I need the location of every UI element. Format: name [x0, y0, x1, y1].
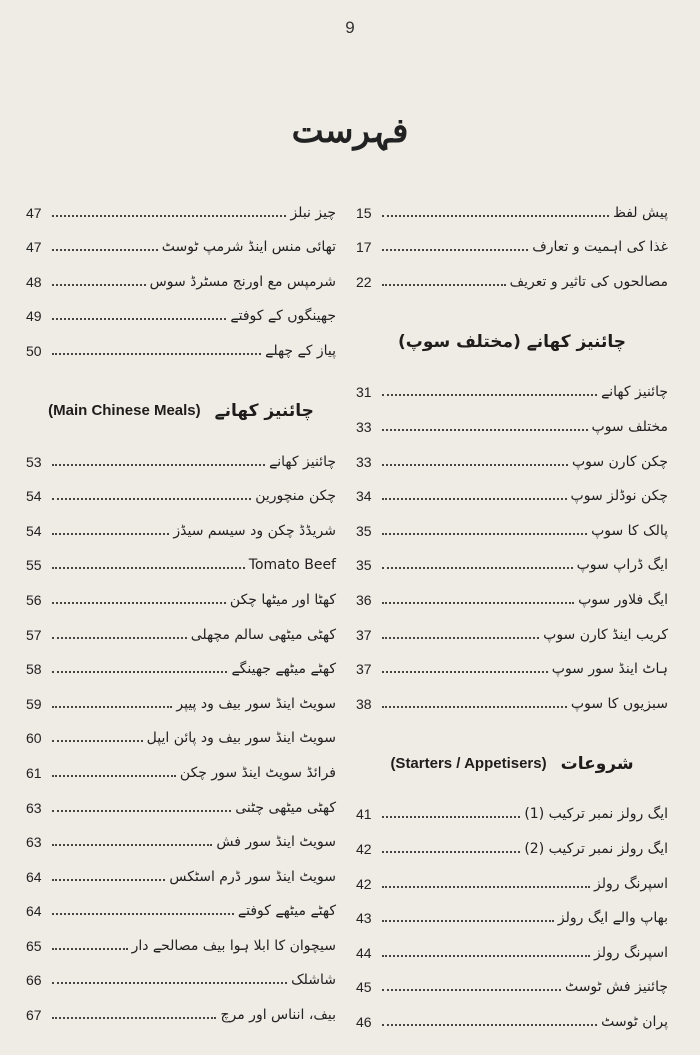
toc-entry-page: 42 [356, 875, 372, 892]
toc-entry-title: ہاٹ اینڈ سور سوپ [551, 661, 668, 678]
dot-leader [52, 913, 234, 915]
toc-entry-page: 22 [356, 273, 372, 290]
dot-leader [52, 879, 165, 881]
toc-entry[interactable] [26, 439, 336, 474]
toc-entry-title: پالک کا سوپ [591, 522, 668, 539]
toc-entry[interactable] [356, 896, 668, 931]
toc-entry-page: 33 [356, 453, 372, 470]
toc-entry-page: 66 [26, 972, 42, 989]
toc-entry-title: ایگ ڈراپ سوپ [576, 557, 668, 574]
section-heading-urdu: شروعات [560, 753, 634, 774]
toc-entry[interactable] [356, 370, 668, 405]
toc-entry-title: سویٹ اینڈ سور بیف ود پیپر [176, 695, 336, 712]
toc-entry-title: سویٹ اینڈ سور ڈرم اسٹکس [169, 868, 336, 885]
toc-entry-title: چیز نبلز [290, 204, 336, 221]
toc-entry-page: 15 [356, 204, 372, 221]
dot-leader [382, 816, 520, 818]
toc-entry-page: 67 [26, 1007, 42, 1024]
toc-entry[interactable] [26, 716, 336, 751]
toc-entry-page: 61 [26, 764, 42, 781]
toc-entry-title: اسپرنگ رولز [594, 944, 668, 961]
dot-leader [52, 353, 261, 355]
dot-leader [382, 671, 548, 673]
toc-entry-title: سبزیوں کا سوپ [570, 695, 668, 712]
toc-entry-page: 35 [356, 557, 372, 574]
toc-entry[interactable] [356, 930, 668, 965]
dot-leader [52, 318, 226, 320]
dot-leader [382, 394, 597, 396]
dot-leader [382, 215, 609, 217]
toc-entry[interactable] [356, 861, 668, 896]
toc-entry-page: 58 [26, 661, 42, 678]
toc-entry-page: 35 [356, 522, 372, 539]
dot-leader [382, 1024, 597, 1026]
dot-leader [52, 948, 128, 950]
toc-entry[interactable] [26, 992, 336, 1027]
dot-leader [52, 982, 287, 984]
toc-entry[interactable] [26, 923, 336, 958]
toc-entry[interactable] [26, 681, 336, 716]
dot-leader [382, 249, 528, 251]
toc-entry[interactable] [26, 958, 336, 993]
dot-leader [382, 886, 590, 888]
dot-leader [382, 284, 506, 286]
toc-entry-title: سویٹ اینڈ سور فش [216, 834, 336, 851]
dot-leader [52, 775, 176, 777]
toc-entry-page: 53 [26, 453, 42, 470]
toc-entry[interactable] [356, 259, 668, 294]
toc-column-right [356, 190, 668, 1034]
dot-leader [382, 955, 590, 957]
toc-entry-title: ایگ رولز نمبر ترکیب (1) [524, 806, 668, 823]
toc-entry-title: پیش لفظ [612, 204, 668, 221]
toc-entry-page: 47 [26, 204, 42, 221]
toc-entry-title: جھینگوں کے کوفتے [230, 308, 336, 325]
section-heading [356, 314, 668, 370]
dot-leader [52, 637, 187, 639]
toc-entry[interactable] [356, 543, 668, 578]
toc-entry[interactable] [26, 612, 336, 647]
toc-entry-page: 59 [26, 695, 42, 712]
toc-entry-title: بیف، انناس اور مرچ [220, 1007, 336, 1024]
dot-leader [382, 429, 588, 431]
toc-entry[interactable] [356, 792, 668, 827]
dot-leader [382, 706, 567, 708]
toc-entry-page: 31 [356, 384, 372, 401]
toc-entry-title: کھٹے میٹھے جھینگے [231, 661, 336, 678]
toc-entry-page: 41 [356, 806, 372, 823]
toc-entry-title: فرائڈ سویٹ اینڈ سور چکن [179, 764, 336, 781]
section-heading-urdu: چائنیز کھانے (مختلف سوپ) [398, 332, 626, 353]
dot-leader [52, 1017, 216, 1019]
toc-entry-title: چکن کارن سوپ [571, 453, 668, 470]
toc-entry[interactable] [356, 474, 668, 509]
toc-entry-page: 56 [26, 591, 42, 608]
toc-entry-title: شرمپس مع اورنج مسٹرڈ سوس [149, 273, 336, 290]
toc-entry[interactable] [26, 294, 336, 329]
toc-entry[interactable] [26, 889, 336, 924]
toc-entry-page: 55 [26, 557, 42, 574]
toc-entry[interactable] [356, 508, 668, 543]
page-title: فہرست [291, 111, 409, 151]
toc-entry[interactable] [356, 965, 668, 1000]
toc-entry-page: 33 [356, 418, 372, 435]
dot-leader [382, 464, 568, 466]
toc-entry-title: پیاز کے چھلے [265, 342, 336, 359]
toc-entry-page: 44 [356, 944, 372, 961]
toc-entry[interactable] [26, 647, 336, 682]
dot-leader [382, 851, 520, 853]
toc-entry[interactable] [356, 681, 668, 716]
toc-entry-page: 34 [356, 488, 372, 505]
toc-entry[interactable] [26, 820, 336, 855]
toc-entry-title: چکن منچورین [255, 488, 336, 505]
toc-entry[interactable] [356, 404, 668, 439]
toc-entry-page: 64 [26, 868, 42, 885]
toc-entry-page: 63 [26, 799, 42, 816]
dot-leader [382, 567, 573, 569]
toc-entry[interactable] [26, 750, 336, 785]
toc-entry-page: 49 [26, 308, 42, 325]
toc-entry[interactable] [26, 508, 336, 543]
toc-entry-title: کھٹا اور میٹھا چکن [229, 591, 336, 608]
toc-entry-title: مختلف سوپ [591, 418, 668, 435]
toc-entry-page: 47 [26, 239, 42, 256]
toc-entry[interactable] [26, 259, 336, 294]
dot-leader [382, 989, 561, 991]
toc-entry[interactable] [26, 577, 336, 612]
dot-leader [52, 602, 226, 604]
toc-entry-title: شاشلک [291, 972, 336, 989]
toc-entry[interactable] [356, 647, 668, 682]
dot-leader [52, 810, 231, 812]
toc-entry[interactable] [26, 543, 336, 578]
dot-leader [382, 498, 567, 500]
toc-entry[interactable] [356, 190, 668, 225]
toc-entry-title: مصالحوں کی تاثیر و تعریف [509, 273, 668, 290]
dot-leader [382, 602, 574, 604]
toc-entry[interactable] [26, 854, 336, 889]
dot-leader [52, 740, 143, 742]
section-heading-english: (Main Chinese Meals) [48, 402, 201, 420]
toc-entry-page: 54 [26, 522, 42, 539]
toc-entry[interactable] [356, 826, 668, 861]
dot-leader [382, 920, 554, 922]
toc-entry-title: کھٹی میٹھی چٹنی [235, 799, 336, 816]
toc-entry[interactable] [26, 328, 336, 363]
toc-entry-page: 64 [26, 903, 42, 920]
toc-entry[interactable] [26, 225, 336, 260]
section-heading-english: (Starters / Appetisers) [390, 755, 547, 773]
toc-entry[interactable] [26, 474, 336, 509]
page-number: 9 [345, 18, 355, 37]
dot-leader [52, 284, 146, 286]
toc-entry-title: سویٹ اینڈ سور بیف ود پائن ایپل [146, 730, 336, 747]
dot-leader [52, 671, 227, 673]
toc-entry[interactable] [356, 612, 668, 647]
dot-leader [52, 706, 172, 708]
dot-leader [52, 249, 158, 251]
toc-entry-page: 37 [356, 661, 372, 678]
section-heading [356, 736, 668, 792]
dot-leader [52, 498, 251, 500]
toc-entry[interactable] [356, 999, 668, 1034]
toc-entry-page: 43 [356, 910, 372, 927]
dot-leader [52, 844, 212, 846]
toc-entry-page: 37 [356, 626, 372, 643]
toc-entry-title: چائنیز فش ٹوسٹ [564, 979, 668, 996]
toc-entry-page: 42 [356, 840, 372, 857]
dot-leader [52, 215, 286, 217]
toc-entry-page: 60 [26, 730, 42, 747]
toc-entry[interactable] [356, 225, 668, 260]
toc-entry-page: 63 [26, 834, 42, 851]
toc-entry-page: 57 [26, 626, 42, 643]
toc-entry[interactable] [26, 785, 336, 820]
toc-entry-page: 17 [356, 239, 372, 256]
section-heading-urdu: چائنیز کھانے [214, 401, 314, 422]
toc-entry[interactable] [356, 577, 668, 612]
dot-leader [382, 637, 539, 639]
dot-leader [52, 533, 169, 535]
toc-entry-title: چکن نوڈلز سوپ [570, 488, 668, 505]
toc-entry-title: کریب اینڈ کارن سوپ [543, 626, 668, 643]
toc-entry-page: 50 [26, 342, 42, 359]
section-heading [26, 383, 336, 439]
toc-entry-title: اسپرنگ رولز [594, 875, 668, 892]
toc-entry[interactable] [356, 439, 668, 474]
toc-entry-title: غذا کی اہمیت و تعارف [532, 239, 668, 256]
dot-leader [52, 464, 265, 466]
dot-leader [52, 567, 245, 569]
toc-entry-page: 54 [26, 488, 42, 505]
toc-entry-title: Tomato Beef [248, 557, 336, 574]
toc-entry-title: ایگ فلاور سوپ [578, 591, 668, 608]
toc-entry-page: 36 [356, 591, 372, 608]
toc-entry-title: ایگ رولز نمبر ترکیب (2) [524, 840, 668, 857]
toc-entry-title: سیچوان کا ابلا ہوا بیف مصالحے دار [131, 937, 336, 954]
toc-entry-title: تھائی منس اینڈ شرمپ ٹوسٹ [161, 239, 336, 256]
toc-entry-page: 45 [356, 979, 372, 996]
dot-leader [382, 533, 587, 535]
toc-entry-title: چائنیز کھانے [269, 453, 336, 470]
toc-entry-title: بھاپ والے ایگ رولز [557, 910, 668, 927]
toc-entry-title: پران ٹوسٹ [601, 1013, 668, 1030]
toc-entry-page: 48 [26, 273, 42, 290]
toc-entry-page: 65 [26, 937, 42, 954]
toc-entry[interactable] [26, 190, 336, 225]
toc-entry-page: 46 [356, 1013, 372, 1030]
toc-entry-title: چائنیز کھانے [601, 384, 668, 401]
toc-entry-page: 38 [356, 695, 372, 712]
toc-entry-title: کھٹے میٹھے کوفتے [237, 903, 336, 920]
toc-entry-title: کھٹی میٹھی سالم مچھلی [190, 626, 336, 643]
toc-entry-title: شریڈڈ چکن ود سیسم سیڈز [173, 522, 336, 539]
toc-column-left [26, 190, 336, 1027]
